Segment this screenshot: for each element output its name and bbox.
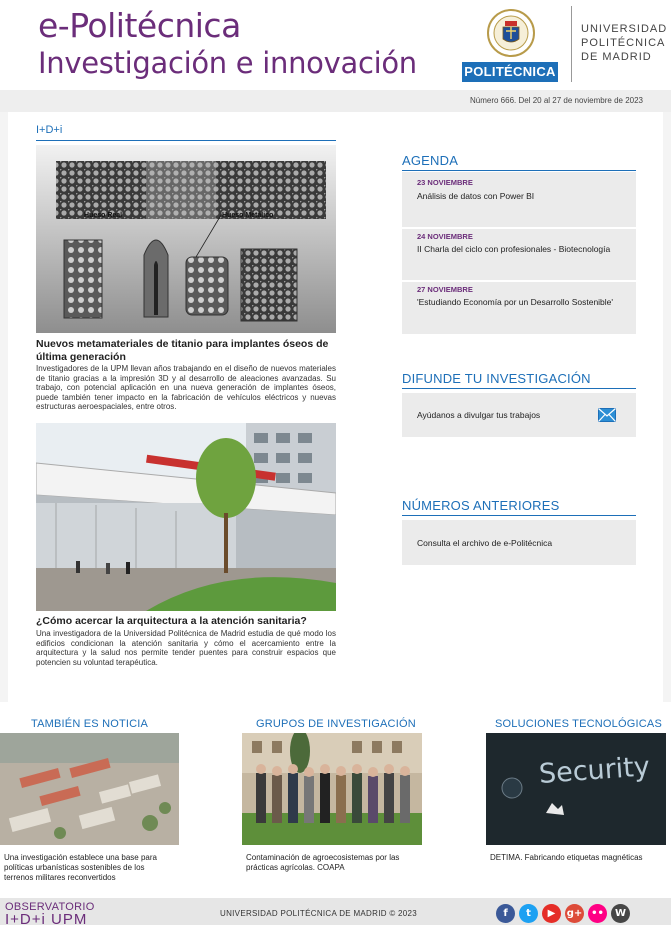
bottom-image-group[interactable]: [242, 733, 422, 845]
difunde-link[interactable]: Ayúdanos a divulgar tus trabajos: [417, 410, 541, 420]
flickr-icon[interactable]: ••: [588, 904, 607, 923]
newsletter-title[interactable]: e-Politécnica: [38, 6, 241, 45]
agenda-heading: AGENDA: [402, 153, 459, 168]
anteriores-underline: [402, 515, 636, 516]
news-body-architecture: Una investigadora de la Universidad Politécnica de Madrid estudia de qué modo los edificios condicionan la atención sanitaria y cómo el acercamiento entre la arquitectura y la salud nos permite tender puentes para construir espacios que potencien su voluntad terapéutica.: [36, 629, 336, 667]
googleplus-icon[interactable]: g+: [565, 904, 584, 923]
agenda-date: 23 NOVIEMBRE: [417, 178, 473, 187]
news-image-titanium[interactable]: [36, 145, 336, 333]
university-name: UNIVERSIDAD POLITÉCNICA DE MADRID: [581, 23, 668, 63]
anteriores-link[interactable]: Consulta el archivo de e-Politécnica: [417, 538, 553, 548]
youtube-icon[interactable]: ▶: [542, 904, 561, 923]
bottom-image-security[interactable]: [486, 733, 666, 845]
agenda-date: 27 NOVIEMBRE: [417, 285, 473, 294]
issue-number: Número 666. Del 20 al 27 de noviembre de 2023: [470, 96, 643, 105]
bottom-caption-detima[interactable]: DETIMA. Fabricando etiquetas magnéticas: [490, 853, 643, 862]
label-hueso-metalico: Hueso Metálico: [222, 212, 274, 219]
label-hueso-real: Hueso Real: [84, 212, 123, 219]
agenda-date: 24 NOVIEMBRE: [417, 232, 473, 241]
grupos-investigacion-heading: GRUPOS DE INVESTIGACIÓN: [256, 718, 416, 730]
news-title-titanium[interactable]: Nuevos metamateriales de titanio para implantes óseos de última generación: [36, 338, 329, 363]
difunde-box[interactable]: [402, 393, 636, 437]
mail-icon[interactable]: [598, 408, 616, 422]
upm-crest-icon[interactable]: [486, 5, 536, 61]
page-header: [0, 0, 671, 90]
bottom-caption-military[interactable]: Una investigación establece una base para políticas urbanísticas sostenibles de los terrenos militares reconvertidos: [4, 853, 157, 882]
issue-bar: [0, 90, 671, 112]
twitter-icon[interactable]: t: [519, 904, 538, 923]
news-title-architecture[interactable]: ¿Cómo acercar la arquitectura a la atención sanitaria?: [36, 615, 307, 627]
logo-divider: [571, 6, 572, 82]
agenda-item[interactable]: [402, 172, 636, 227]
section-title-idi: I+D+i: [36, 124, 63, 136]
observatorio-logo[interactable]: OBSERVATORIO: [5, 901, 95, 913]
difunde-underline: [402, 388, 636, 389]
agenda-title[interactable]: 'Estudiando Economía por un Desarrollo Sostenible': [417, 297, 614, 307]
agenda-item[interactable]: [402, 229, 636, 280]
agenda-list: [402, 172, 636, 334]
politecnica-logo[interactable]: POLITÉCNICA: [462, 62, 558, 82]
observatorio-logo-sub[interactable]: I+D+i UPM: [5, 911, 88, 925]
soluciones-tecnologicas-heading: SOLUCIONES TECNOLÓGICAS: [495, 718, 662, 730]
news-image-hospital[interactable]: [36, 423, 336, 611]
agenda-item[interactable]: [402, 282, 636, 334]
footer-copyright: UNIVERSIDAD POLITÉCNICA DE MADRID © 2023: [220, 909, 418, 918]
agenda-underline: [402, 170, 636, 171]
section-underline: [36, 140, 336, 141]
wordpress-icon[interactable]: W: [611, 904, 630, 923]
anteriores-box[interactable]: [402, 520, 636, 565]
tambien-es-noticia-heading: TAMBIÉN ES NOTICIA: [31, 718, 149, 730]
difunde-heading: DIFUNDE TU INVESTIGACIÓN: [402, 371, 591, 386]
bottom-caption-coapa[interactable]: Contaminación de agroecosistemas por las prácticas agrícolas. COAPA: [246, 853, 400, 872]
news-body-titanium: Investigadores de la UPM llevan años trabajando en el diseño de nuevos materiales de titanio gracias a la impresión 3D y al desarrollo de aleaciones avanzadas. Su trabajo, con potencial aplicación en una nueva generación de implantes óseos, puede también tener impacto en la fabricación de vehículos eléctricos y nuevas estructuras aeroespaciales, entre otros.: [36, 364, 336, 411]
security-text: Security: [538, 751, 651, 790]
bottom-image-military[interactable]: [0, 733, 179, 845]
social-links: [496, 904, 630, 923]
agenda-title[interactable]: Análisis de datos con Power BI: [417, 191, 535, 201]
newsletter-subtitle[interactable]: Investigación e innovación: [38, 46, 417, 80]
anteriores-heading: NÚMEROS ANTERIORES: [402, 498, 560, 513]
agenda-title[interactable]: II Charla del ciclo con profesionales - Biotecnología: [417, 244, 611, 254]
facebook-icon[interactable]: f: [496, 904, 515, 923]
